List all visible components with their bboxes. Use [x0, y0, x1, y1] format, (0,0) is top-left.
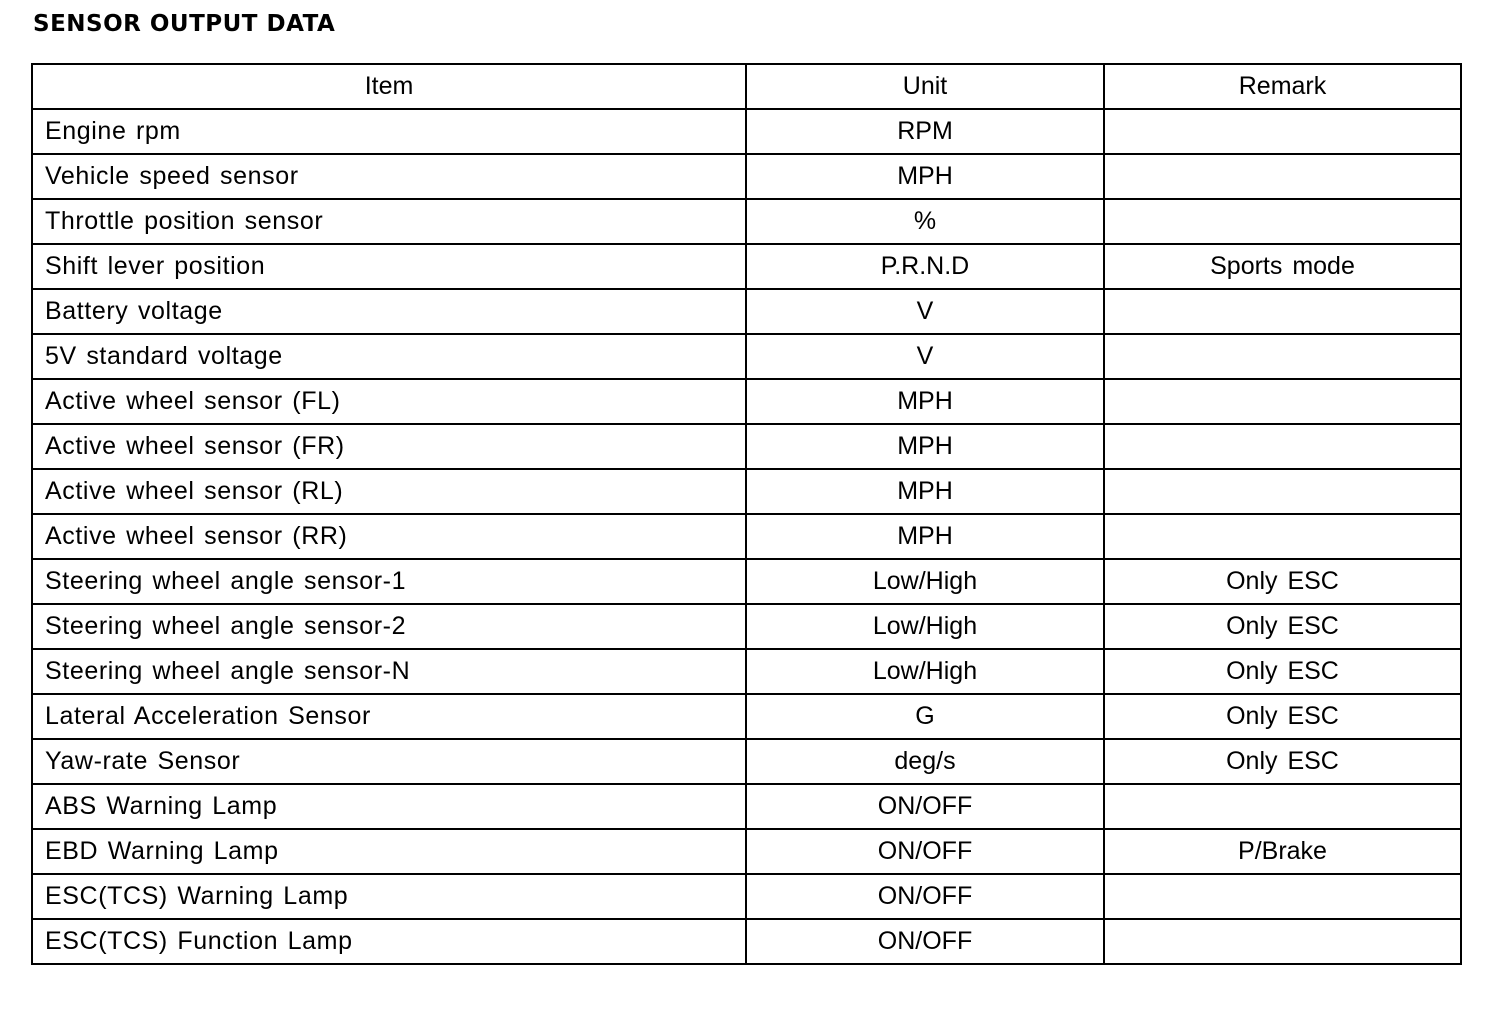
- item-cell: ESC(TCS) Warning Lamp: [32, 874, 746, 919]
- table-row: [32, 604, 1461, 649]
- remark-cell: [1104, 919, 1461, 964]
- remark-cell: [1104, 289, 1461, 334]
- table-row: [32, 649, 1461, 694]
- table-row: [32, 919, 1461, 964]
- table-row: [32, 109, 1461, 154]
- table-body: [32, 109, 1461, 964]
- table-row: [32, 784, 1461, 829]
- table-row: [32, 829, 1461, 874]
- page-title: SENSOR OUTPUT DATA: [33, 11, 336, 37]
- unit-cell: MPH: [746, 154, 1104, 199]
- table-header: [32, 64, 1461, 109]
- unit-cell: V: [746, 289, 1104, 334]
- unit-cell: ON/OFF: [746, 919, 1104, 964]
- remark-cell: [1104, 199, 1461, 244]
- unit-cell: ON/OFF: [746, 874, 1104, 919]
- unit-cell: RPM: [746, 109, 1104, 154]
- remark-cell: [1104, 784, 1461, 829]
- item-cell: Steering wheel angle sensor-2: [32, 604, 746, 649]
- table-row: [32, 874, 1461, 919]
- item-cell: Throttle position sensor: [32, 199, 746, 244]
- unit-cell: Low/High: [746, 559, 1104, 604]
- unit-cell: MPH: [746, 514, 1104, 559]
- remark-cell: [1104, 424, 1461, 469]
- unit-cell: MPH: [746, 379, 1104, 424]
- table-row: [32, 244, 1461, 289]
- table-row: [32, 289, 1461, 334]
- table-row: [32, 199, 1461, 244]
- unit-cell: G: [746, 694, 1104, 739]
- remark-cell: P/Brake: [1104, 829, 1461, 874]
- item-cell: Yaw-rate Sensor: [32, 739, 746, 784]
- unit-cell: ON/OFF: [746, 784, 1104, 829]
- unit-cell: V: [746, 334, 1104, 379]
- item-cell: Steering wheel angle sensor-1: [32, 559, 746, 604]
- header-row: [32, 64, 1461, 109]
- table-row: [32, 334, 1461, 379]
- column-header-unit: Unit: [746, 64, 1104, 109]
- unit-cell: %: [746, 199, 1104, 244]
- item-cell: 5V standard voltage: [32, 334, 746, 379]
- remark-cell: Only ESC: [1104, 694, 1461, 739]
- unit-cell: MPH: [746, 469, 1104, 514]
- remark-cell: Only ESC: [1104, 739, 1461, 784]
- item-cell: Steering wheel angle sensor-N: [32, 649, 746, 694]
- remark-cell: Only ESC: [1104, 604, 1461, 649]
- item-cell: EBD Warning Lamp: [32, 829, 746, 874]
- remark-cell: [1104, 514, 1461, 559]
- item-cell: ABS Warning Lamp: [32, 784, 746, 829]
- item-cell: Lateral Acceleration Sensor: [32, 694, 746, 739]
- remark-cell: Only ESC: [1104, 649, 1461, 694]
- item-cell: Active wheel sensor (RL): [32, 469, 746, 514]
- table-row: [32, 514, 1461, 559]
- unit-cell: MPH: [746, 424, 1104, 469]
- item-cell: ESC(TCS) Function Lamp: [32, 919, 746, 964]
- table-row: [32, 694, 1461, 739]
- item-cell: Engine rpm: [32, 109, 746, 154]
- table-row: [32, 379, 1461, 424]
- remark-cell: [1104, 379, 1461, 424]
- remark-cell: [1104, 874, 1461, 919]
- unit-cell: P.R.N.D: [746, 244, 1104, 289]
- unit-cell: deg/s: [746, 739, 1104, 784]
- item-cell: Shift lever position: [32, 244, 746, 289]
- item-cell: Battery voltage: [32, 289, 746, 334]
- column-header-item: Item: [32, 64, 746, 109]
- sensor-output-table: [31, 63, 1462, 965]
- table-row: [32, 154, 1461, 199]
- remark-cell: [1104, 334, 1461, 379]
- remark-cell: Only ESC: [1104, 559, 1461, 604]
- item-cell: Active wheel sensor (FR): [32, 424, 746, 469]
- unit-cell: Low/High: [746, 649, 1104, 694]
- table-row: [32, 424, 1461, 469]
- item-cell: Vehicle speed sensor: [32, 154, 746, 199]
- table-row: [32, 469, 1461, 514]
- remark-cell: [1104, 469, 1461, 514]
- unit-cell: ON/OFF: [746, 829, 1104, 874]
- table-row: [32, 739, 1461, 784]
- table-row: [32, 559, 1461, 604]
- item-cell: Active wheel sensor (RR): [32, 514, 746, 559]
- unit-cell: Low/High: [746, 604, 1104, 649]
- column-header-remark: Remark: [1104, 64, 1461, 109]
- remark-cell: [1104, 154, 1461, 199]
- remark-cell: [1104, 109, 1461, 154]
- remark-cell: Sports mode: [1104, 244, 1461, 289]
- item-cell: Active wheel sensor (FL): [32, 379, 746, 424]
